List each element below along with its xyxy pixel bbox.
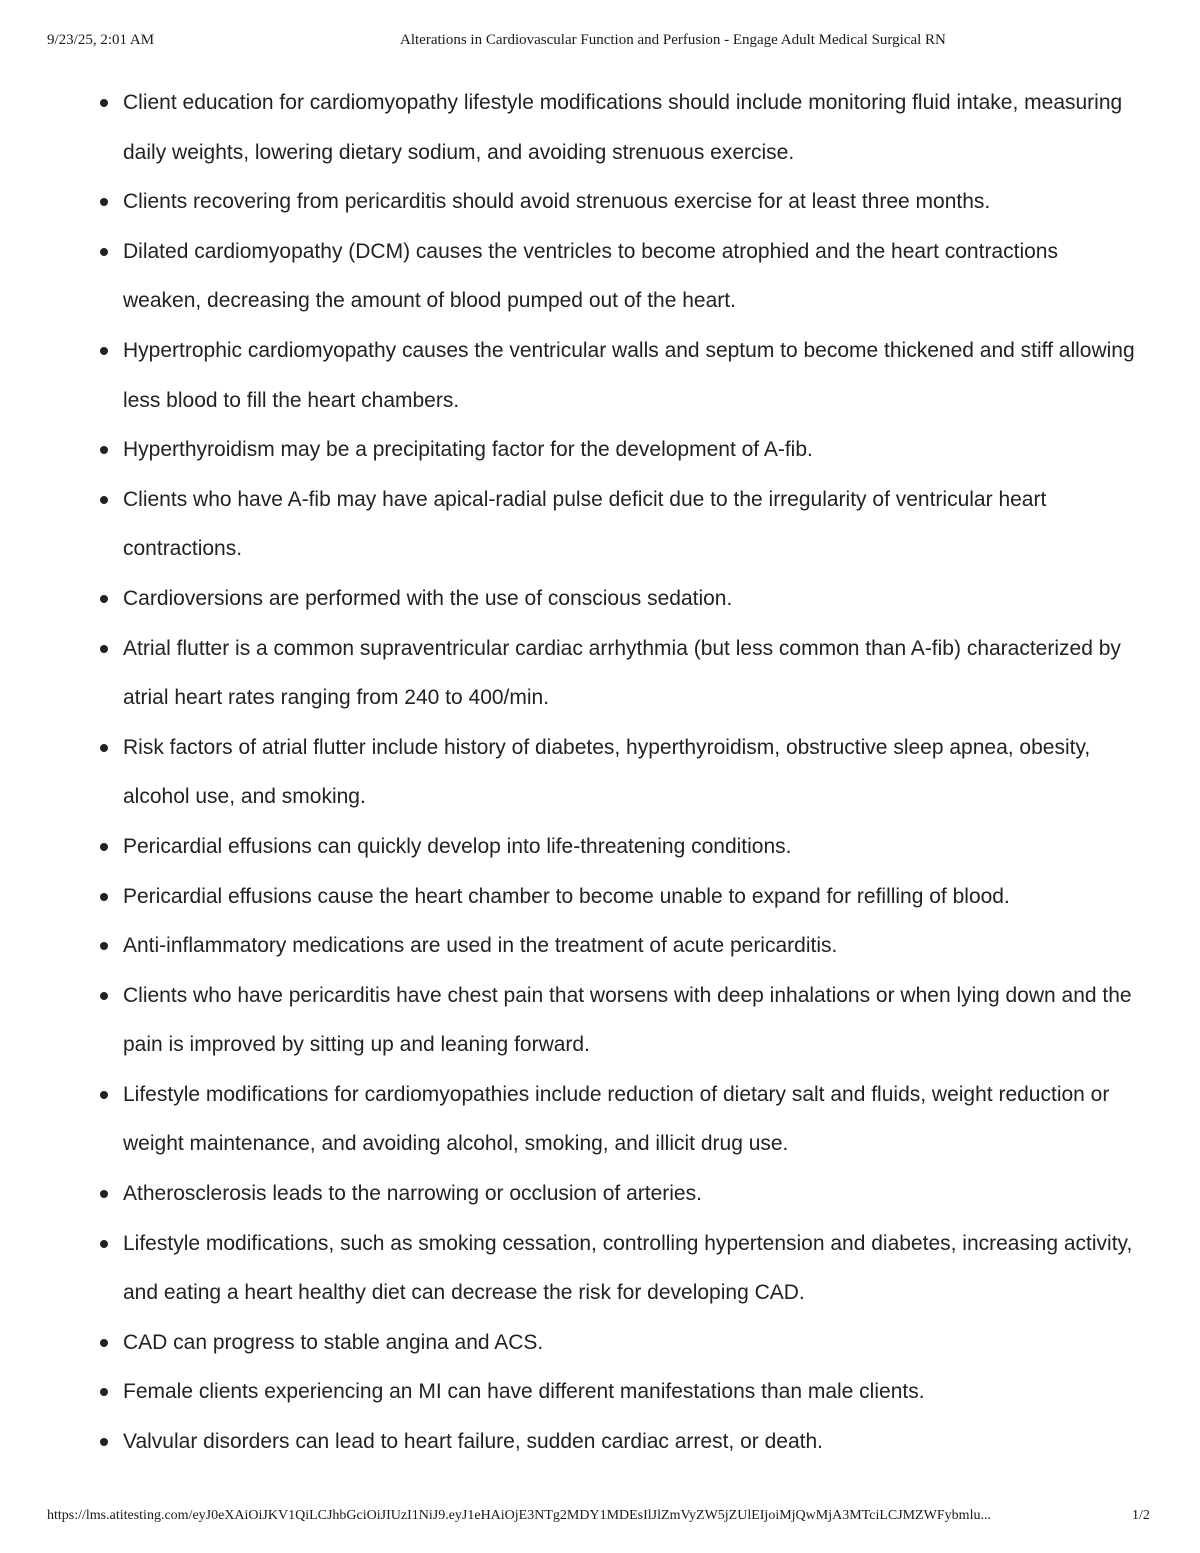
list-item-text: Atrial flutter is a common supraventricular cardiac arrhythmia (but less common than A-fib) characterized by atrial heart rates ranging from 240 to 400/min. [123, 636, 1121, 710]
list-item-text: Cardioversions are performed with the use of conscious sedation. [123, 586, 733, 610]
list-item [0, 1367, 1200, 1417]
bullet-icon [100, 248, 108, 256]
list-item-text: Hyperthyroidism may be a precipitating factor for the development of A-fib. [123, 438, 813, 462]
page-title: Alterations in Cardiovascular Function and Perfusion - Engage Adult Medical Surgical RN [400, 32, 946, 48]
list-item-text: Female clients experiencing an MI can have different manifestations than male clients. [123, 1380, 925, 1404]
list-item-text: Valvular disorders can lead to heart failure, sudden cardiac arrest, or death. [123, 1430, 823, 1454]
list-item-text: Dilated cardiomyopathy (DCM) causes the ventricles to become atrophied and the heart contractions weaken, decreasing the amount of blood pumped out of the heart. [123, 239, 1058, 313]
bullet-icon [100, 1091, 108, 1099]
list-item-text: Lifestyle modifications for cardiomyopathies include reduction of dietary salt and fluids, weight reduction or weight maintenance, and avoiding alcohol, smoking, and illicit drug use. [123, 1082, 1110, 1156]
list-item-text: Anti-inflammatory medications are used in the treatment of acute pericarditis. [123, 934, 838, 958]
list-item-text: Hypertrophic cardiomyopathy causes the ventricular walls and septum to become thickened and stiff allowing less blood to fill the heart chambers. [123, 338, 1135, 412]
list-item [0, 822, 1200, 872]
list-item-text: Atherosclerosis leads to the narrowing or occlusion of arteries. [123, 1182, 702, 1206]
bullet-icon [100, 744, 108, 752]
list-item [0, 1169, 1200, 1219]
list-item [0, 78, 1200, 177]
bullet-icon [100, 1438, 108, 1446]
bullet-icon [100, 1339, 108, 1347]
bullet-icon [100, 942, 108, 950]
key-points-list [0, 78, 1200, 1467]
list-item [0, 971, 1200, 1070]
print-header [0, 28, 1200, 52]
page-url: https://lms.atitesting.com/eyJ0eXAiOiJKV1QiLCJhbGciOiJIUzI1NiJ9.eyJ1eHAiOjE3NTg2MDY1MDEsIlJlZmVyZW5jZUlEIjoiMjQwMjA3MTciLCJMZWFybmlu... [47, 1508, 991, 1523]
bullet-icon [100, 645, 108, 653]
list-item-text: Clients who have A-fib may have apical-radial pulse deficit due to the irregularity of ventricular heart contractions. [123, 487, 1047, 561]
list-item [0, 1417, 1200, 1467]
list-item-text: Client education for cardiomyopathy lifestyle modifications should include monitoring fluid intake, measuring daily weights, lowering dietary sodium, and avoiding strenuous exercise. [123, 91, 1123, 164]
bullet-icon [100, 1388, 108, 1396]
bullet-icon [100, 893, 108, 901]
bullet-icon [100, 198, 108, 206]
list-item [0, 1318, 1200, 1368]
list-item [0, 574, 1200, 624]
list-item [0, 1219, 1200, 1318]
print-footer [0, 1505, 1200, 1527]
bullet-icon [100, 347, 108, 355]
list-item-text: Clients recovering from pericarditis should avoid strenuous exercise for at least three months. [123, 190, 991, 214]
list-item [0, 1070, 1200, 1169]
list-item [0, 624, 1200, 723]
bullet-icon [100, 992, 108, 1000]
bullet-icon [100, 843, 108, 851]
list-item-text: Lifestyle modifications, such as smoking cessation, controlling hypertension and diabetes, increasing activity, and eating a heart healthy diet can decrease the risk for developing CAD. [123, 1231, 1133, 1305]
list-item-text: CAD can progress to stable angina and ACS. [123, 1330, 544, 1354]
list-item-text: Clients who have pericarditis have chest pain that worsens with deep inhalations or when lying down and the pain is improved by sitting up and leaning forward. [123, 983, 1132, 1057]
bullet-icon [100, 446, 108, 454]
print-date: 9/23/25, 2:01 AM [47, 32, 155, 48]
bullet-icon [100, 595, 108, 603]
list-item-text: Pericardial effusions can quickly develop into life-threatening conditions. [123, 834, 792, 858]
list-item [0, 425, 1200, 475]
list-item-text: Risk factors of atrial flutter include history of diabetes, hyperthyroidism, obstructive sleep apnea, obesity, alcohol use, and smoking. [123, 735, 1091, 809]
bullet-icon [100, 1240, 108, 1248]
list-item [0, 177, 1200, 227]
bullet-icon [100, 99, 108, 107]
list-item [0, 475, 1200, 574]
list-item-text: Pericardial effusions cause the heart chamber to become unable to expand for refilling of blood. [123, 884, 1010, 908]
bullet-icon [100, 496, 108, 504]
bullet-icon [100, 1190, 108, 1198]
summary-content [0, 78, 1200, 1467]
list-item [0, 872, 1200, 922]
list-item [0, 921, 1200, 971]
page-number: 1/2 [1132, 1508, 1150, 1523]
list-item [0, 723, 1200, 822]
list-item [0, 227, 1200, 326]
list-item [0, 326, 1200, 425]
